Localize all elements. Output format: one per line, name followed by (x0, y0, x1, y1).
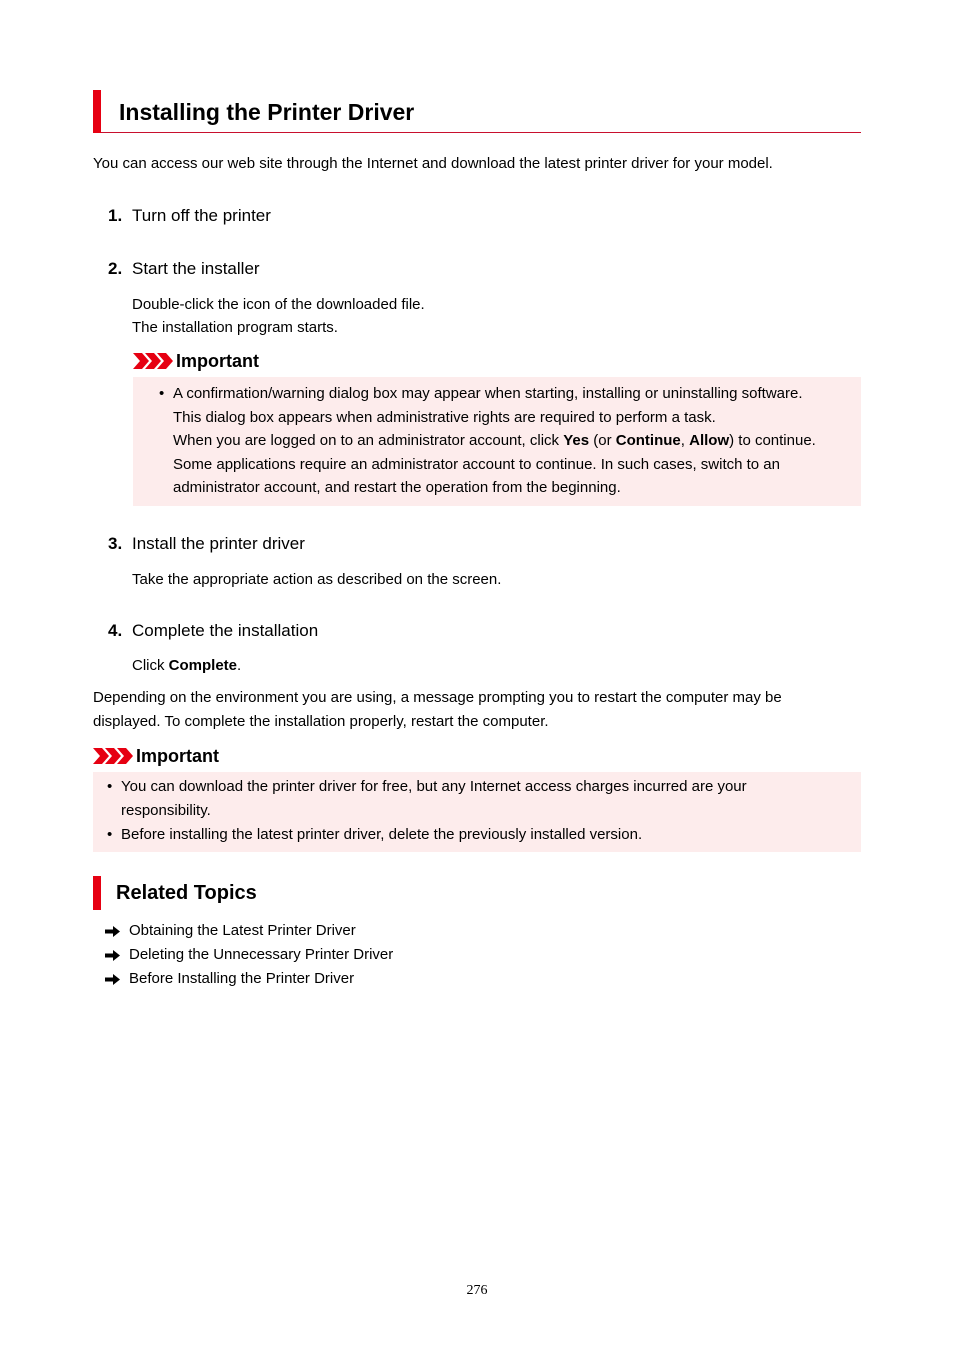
text-run: When you are logged on to an administrator account, click (173, 432, 564, 449)
page-number: 276 (466, 1283, 488, 1298)
important-general-item-2: Before installing the latest printer driver, delete the previously installed version. (121, 826, 643, 843)
step-number: 4. (108, 621, 123, 640)
list-item (107, 823, 847, 847)
step-heading: Start the installer (132, 259, 260, 278)
step-4 (108, 620, 318, 642)
continue-bold: Continue (615, 432, 681, 449)
step-2-line-1: Double-click the icon of the downloaded file. (132, 296, 425, 313)
page-title (93, 90, 861, 133)
important-chevrons-icon (133, 353, 173, 369)
related-link-label: Obtaining the Latest Printer Driver (129, 922, 356, 939)
list-item (159, 382, 849, 502)
complete-bold: Complete (168, 657, 238, 674)
important-step-2-text (173, 382, 816, 500)
bullet: • (107, 778, 113, 795)
important-line: A confirmation/warning dialog box may appear when starting, installing or uninstalling software. (173, 385, 803, 402)
bullet: • (107, 826, 113, 843)
related-topics-title: Related Topics (116, 882, 257, 904)
important-general-item-1 (121, 775, 747, 822)
restart-note-line-2: displayed. To complete the installation properly, restart the computer. (93, 713, 549, 730)
important-chevrons-icon (93, 748, 133, 764)
arrow-right-icon (105, 974, 120, 985)
step-heading: Turn off the printer (132, 206, 271, 225)
important-line: administrator account, and restart the operation from the beginning. (173, 479, 621, 496)
step-3 (108, 533, 305, 555)
allow-bold: Allow (689, 432, 730, 449)
related-link-label: Deleting the Unnecessary Printer Driver (129, 946, 394, 963)
arrow-right-icon (105, 950, 120, 961)
text-run: ) to continue. (729, 432, 816, 449)
list-item (107, 775, 847, 823)
step-2 (108, 258, 260, 280)
step-number: 2. (108, 259, 123, 278)
important-line: Some applications require an administrator account to continue. In such cases, switch to an (173, 455, 780, 473)
important-box-general (93, 772, 861, 852)
page-title-text: Installing the Printer Driver (119, 99, 415, 125)
important-line: You can download the printer driver for free, but any Internet access charges incurred are your (121, 778, 747, 795)
step-3-line-1: Take the appropriate action as described on the screen. (132, 571, 502, 588)
important-label-text: Important (136, 746, 219, 766)
important-box-step-2 (133, 377, 861, 506)
step-number: 3. (108, 534, 123, 553)
important-label-text: Important (176, 351, 259, 371)
yes-bold: Yes (563, 432, 590, 449)
step-heading: Install the printer driver (132, 534, 305, 553)
step-1 (108, 205, 271, 227)
arrow-right-icon (105, 926, 120, 937)
step-number: 1. (108, 206, 123, 225)
related-link-label: Before Installing the Printer Driver (129, 970, 355, 987)
important-line: This dialog box appears when administrative rights are required to perform a task. (173, 408, 716, 426)
text-run: , (680, 432, 690, 449)
title-accent-bar (93, 90, 101, 133)
step-2-line-2: The installation program starts. (132, 319, 338, 336)
text-run: Click (132, 657, 169, 674)
intro-text: You can access our web site through the Internet and download the latest printer driver for your model. (93, 155, 773, 172)
important-line (173, 429, 816, 453)
text-run: . (237, 657, 242, 674)
section-accent-bar (93, 876, 101, 910)
important-line: responsibility. (121, 801, 211, 819)
text-run: (or (589, 432, 616, 449)
restart-note-line-1: Depending on the environment you are using, a message prompting you to restart the computer may be (93, 689, 782, 706)
bullet: • (159, 385, 165, 402)
step-4-line-1 (132, 654, 241, 678)
step-heading: Complete the installation (132, 621, 319, 640)
